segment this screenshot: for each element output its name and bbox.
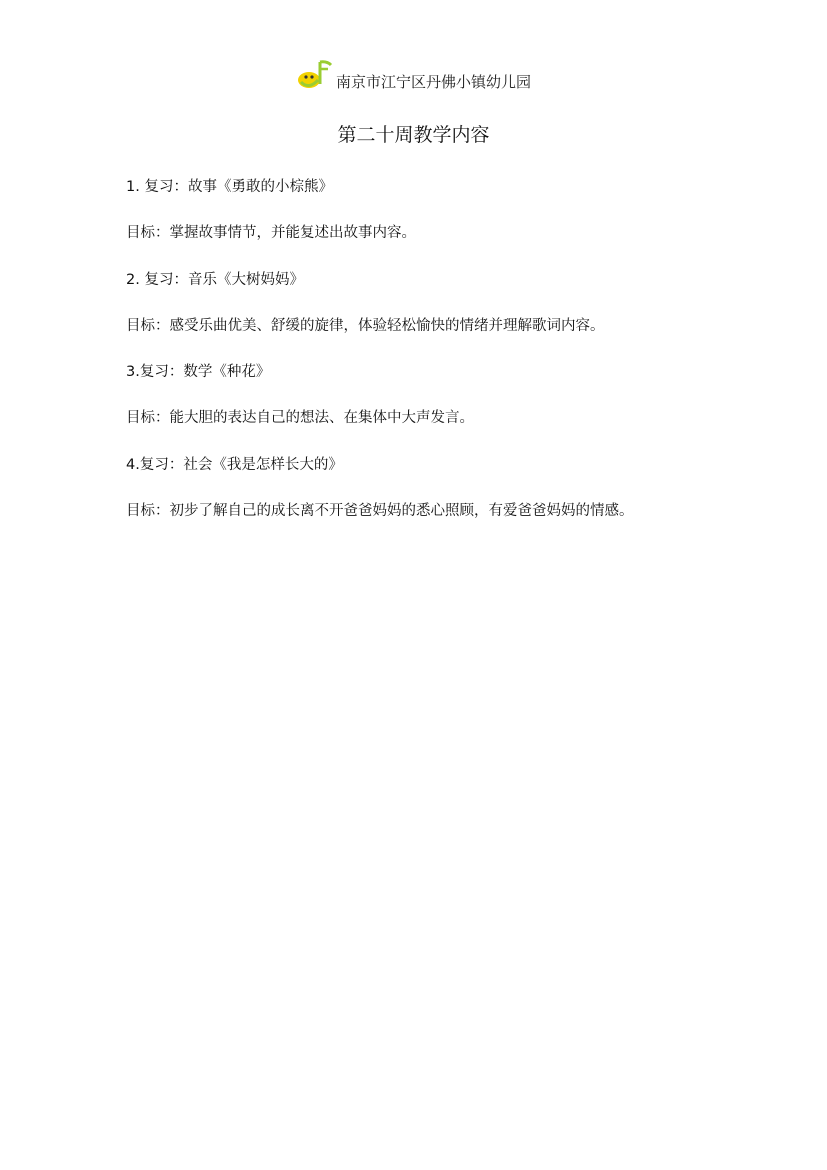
- item-3-goal: 目标：能大胆的表达自己的想法、在集体中大声发言。: [126, 410, 474, 426]
- item-4-heading: 4.复习：社会《我是怎样长大的》: [126, 457, 343, 473]
- item-3-heading: 3.复习：数学《种花》: [126, 364, 271, 380]
- school-logo-icon: [296, 58, 334, 92]
- school-name: 南京市江宁区丹佛小镇幼儿园: [335, 73, 531, 91]
- item-1-heading: 1. 复习：故事《勇敢的小棕熊》: [126, 179, 333, 195]
- page-title: 第二十周教学内容: [337, 124, 490, 146]
- item-2-heading: 2. 复习：音乐《大树妈妈》: [126, 272, 304, 288]
- page-header: [0, 58, 827, 92]
- item-4-goal: 目标：初步了解自己的成长离不开爸爸妈妈的悉心照顾，有爱爸爸妈妈的情感。: [126, 503, 634, 519]
- item-2-goal: 目标：感受乐曲优美、舒缓的旋律，体验轻松愉快的情绪并理解歌词内容。: [126, 318, 605, 334]
- item-1-goal: 目标：掌握故事情节，并能复述出故事内容。: [126, 225, 416, 241]
